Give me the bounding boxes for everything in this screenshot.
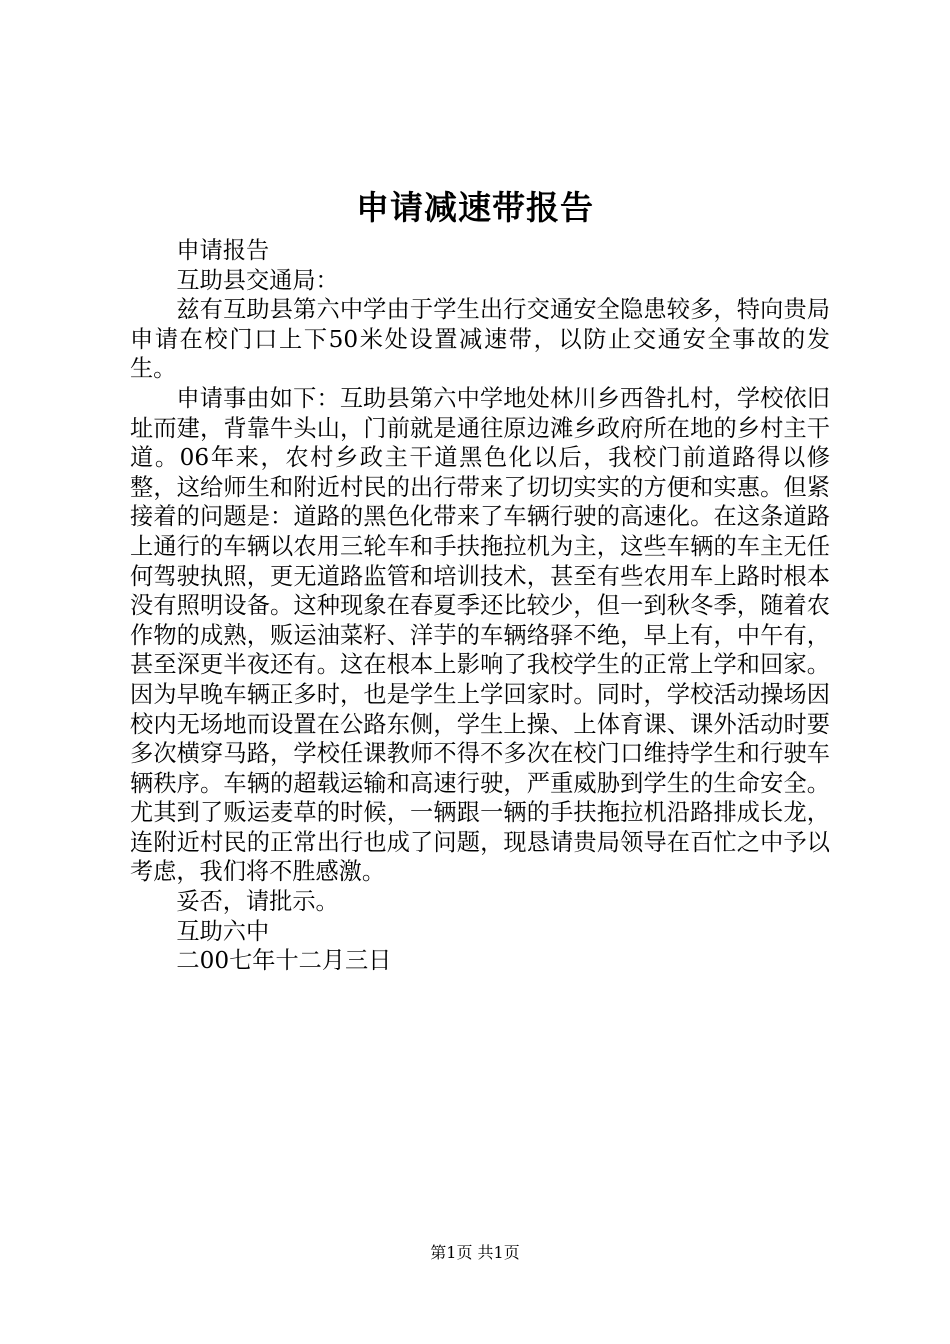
addressee-line: 互助县交通局： bbox=[176, 266, 339, 294]
page-number: 第1页 bbox=[430, 1243, 473, 1262]
closing-line: 妥否，请批示。 bbox=[176, 888, 339, 916]
paragraph-reasons: 申请事由如下：互助县第六中学地处林川乡西昝扎村，学校依旧址而建，背靠牛头山，门前就是通往原边滩乡政府所在地的乡村主干道。06年来，农村乡政主干道黑色化以后，我校门前道路得以修整，这给师生和附近村民的出行带来了切切实实的方便和实惠。但紧接着的问题是：道路的黑色化带来了车辆行驶的高速化。在这条道路上通行的车辆以农用三轮车和手扶拖拉机为主，这些车辆的车主无任何驾驶执照，更无道路监管和培训技术，甚至有些农用车上路时根本没有照明设备。这种现象在春夏季还比较少，但一到秋冬季，随着农作物的成熟，贩运油菜籽、洋芋的车辆络驿不绝，早上有，中午有，甚至深更半夜还有。这在根本上影响了我校学生的正常上学和回家。因为早晚车辆正多时，也是学生上学回家时。同时，学校活动操场因校内无场地而设置在公路东侧，学生上操、上体育课、课外活动时要多次横穿马路，学校任课教师不得不多次在校门口维持学生和行驶车辆秩序。车辆的超载运输和高速行驶，严重威胁到学生的生命安全。尤其到了贩运麦草的时候，一辆跟一辆的手扶拖拉机沿路排成长龙，连附近村民的正常出行也成了问题，现恳请贵局领导在百忙之中予以考虑，我们将不胜感激。 bbox=[130, 384, 830, 886]
document-title: 申请减速带报告 bbox=[356, 188, 594, 227]
date-line: 二00七年十二月三日 bbox=[176, 947, 392, 975]
page-total: 共1页 bbox=[477, 1243, 520, 1262]
signature-line: 互助六中 bbox=[176, 917, 270, 945]
heading-line: 申请报告 bbox=[176, 237, 270, 264]
document-body bbox=[130, 236, 830, 976]
paragraph-intro: 兹有互助县第六中学由于学生出行交通安全隐患较多，特向贵局申请在校门口上下50米处设置减速带，以防止交通安全事故的发生。 bbox=[130, 296, 830, 383]
page-footer bbox=[0, 1242, 950, 1264]
